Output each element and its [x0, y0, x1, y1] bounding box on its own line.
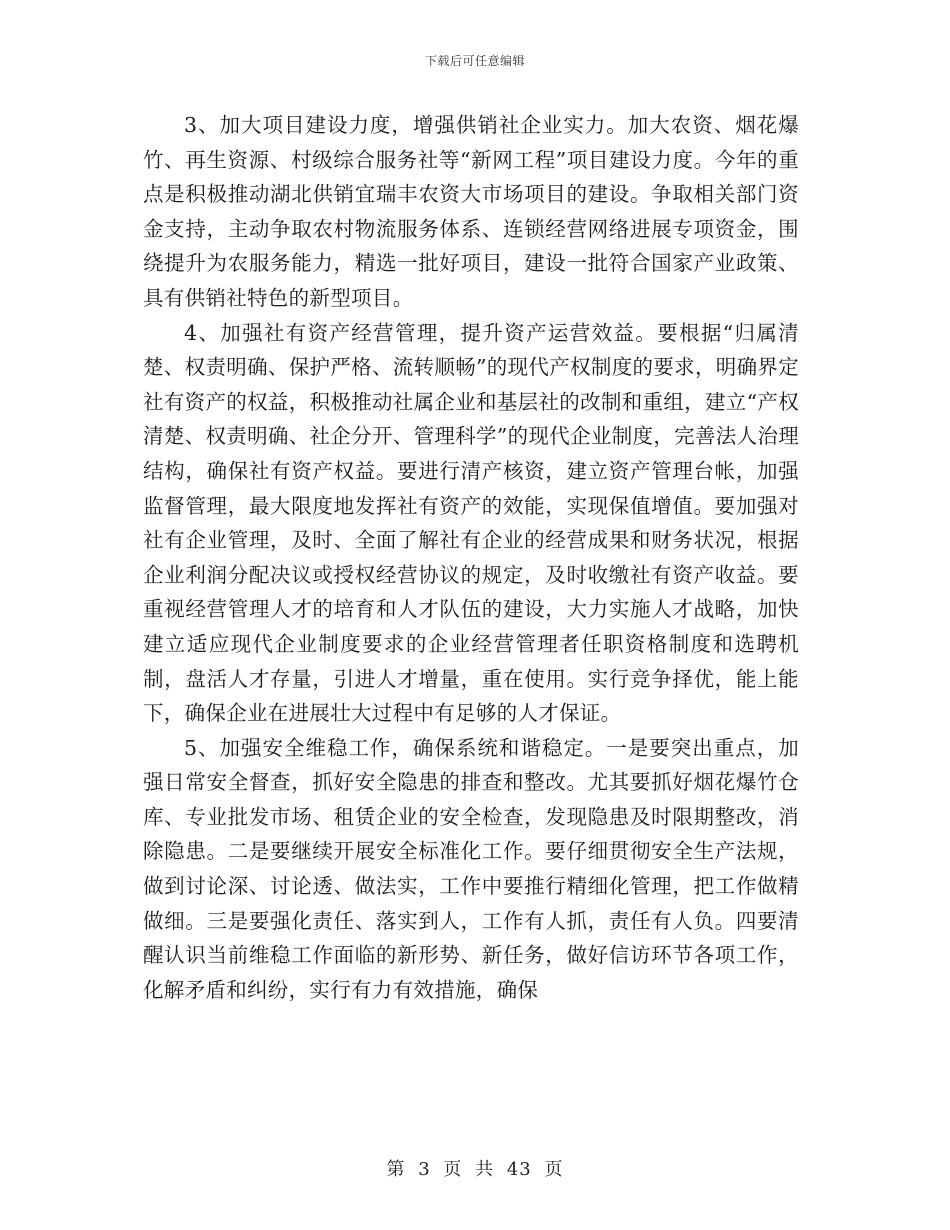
paragraph-safety-stability: 5、加强安全维稳工作，确保系统和谐稳定。一是要突出重点，加强日常安全督查，抓好安全隐患的排查和整改。尤其要抓好烟花爆竹仓库、专业批发市场、租赁企业的安全检查，发现隐患及时限期整改，消除隐患。二是要继续开展安全标准化工作。要仔细贯彻安全生产法规，做到讨论深、讨论透、做法实，工作中要推行精细化管理，把工作做精做细。三是要强化责任、落实到人，工作有人抓，责任有人负。四要清醒认识当前维稳工作面临的新形势、新任务，做好信访环节各项工作，化解矛盾和纠纷，实行有力有效措施，确保: [143, 735, 799, 1002]
page-header: 下载后可任意编辑: [424, 54, 525, 68]
paragraph-asset-management: 4、加强社有资产经营管理，提升资产运营效益。要根据“归属清楚、权责明确、保护严格、流转顺畅”的现代产权制度的要求，明确界定社有资产的权益，积极推动社属企业和基层社的改制和重组，建立“产权清楚、权责明确、社企分开、管理科学”的现代企业制度，完善法人治理结构，确保社有资产权益。要进行清产核资，建立资产管理台帐，加强监督管理，最大限度地发挥社有资产的效能，实现保值增值。要加强对社有企业管理，及时、全面了解社有企业的经营成果和财务状况，根据企业利润分配决议或授权经营协议的规定，及时收缴社有资产收益。要重视经营管理人才的培育和人才队伍的建设，大力实施人才战略，加快建立适应现代企业制度要求的企业经营管理者任职资格制度和选聘机制，盘活人才存量，引进人才增量，重在使用。实行竞争择优，能上能下，确保企业在进展壮大过程中有足够的人才保证。: [143, 320, 799, 726]
page-number-footer: 第 3 页 共 43 页: [386, 1159, 564, 1180]
document-body: [143, 108, 799, 1007]
paragraph-project-construction: 3、加大项目建设力度，增强供销社企业实力。加大农资、烟花爆竹、再生资源、村级综合服务社等“新网工程”项目建设力度。今年的重点是积极推动湖北供销宜瑞丰农资大市场项目的建设。争取相关部门资金支持，主动争取农村物流服务体系、连锁经营网络进展专项资金，围绕提升为农服务能力，精选一批好项目，建设一批符合国家产业政策、具有供销社特色的新型项目。: [143, 113, 799, 310]
